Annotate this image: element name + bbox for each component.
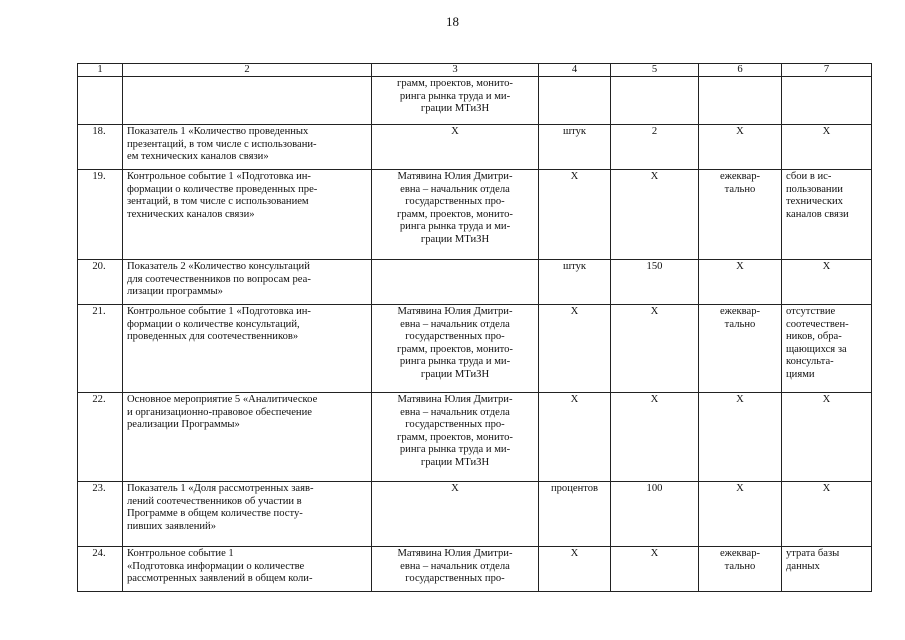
responsible-line: евна – начальник отдела xyxy=(400,560,510,572)
header-cell-col-3: 3 xyxy=(372,64,539,77)
responsible-line: Матявина Юлия Дмитри- xyxy=(397,306,513,317)
item-name-line: формации о количестве проведенных пре- xyxy=(127,183,318,195)
risk-line: X xyxy=(822,126,831,137)
risk-line: технических xyxy=(786,196,843,208)
value-cell: 2 xyxy=(611,125,699,170)
period-line: тально xyxy=(724,560,756,572)
row-number-cell: 19. xyxy=(78,170,123,260)
item-name-line: зентаций, в том числе с использованием xyxy=(127,196,309,208)
table-row xyxy=(78,482,872,547)
risk-line: каналов связи xyxy=(786,208,849,220)
risk-line: щающихся за xyxy=(786,343,847,355)
item-name-line: лизации программы» xyxy=(127,286,223,298)
period-line: X xyxy=(736,483,744,494)
period-line: тально xyxy=(724,318,756,330)
item-name-cell xyxy=(123,260,372,305)
responsible-line: Матявина Юлия Дмитри- xyxy=(397,548,513,559)
risk-line: X xyxy=(822,394,831,405)
risk-cell xyxy=(782,260,872,305)
row-number-cell: 21. xyxy=(78,305,123,393)
risk-cell xyxy=(782,170,872,260)
responsible-cell xyxy=(372,260,539,305)
row-number-cell: 22. xyxy=(78,393,123,482)
responsible-cell xyxy=(372,547,539,592)
table-row xyxy=(78,260,872,305)
risk-line: данных xyxy=(786,560,820,572)
row-number-cell xyxy=(78,77,123,125)
table-row xyxy=(78,77,872,125)
responsible-cell xyxy=(372,170,539,260)
responsible-line: грации МТиЗН xyxy=(420,233,490,245)
risk-cell xyxy=(782,77,872,125)
item-name-cell xyxy=(123,482,372,547)
header-cell-col-5: 5 xyxy=(611,64,699,77)
period-cell xyxy=(699,547,782,592)
period-line: тально xyxy=(724,183,756,195)
responsible-line: евна – начальник отдела xyxy=(400,318,510,330)
item-name-cell xyxy=(123,77,372,125)
responsible-line: X xyxy=(451,483,459,494)
risk-cell xyxy=(782,547,872,592)
period-line: X xyxy=(736,126,744,137)
table-row xyxy=(78,547,872,592)
responsible-line: государственных про- xyxy=(405,331,505,343)
responsible-line: грации МТиЗН xyxy=(420,368,490,380)
plan-table xyxy=(77,63,872,592)
value-cell: X xyxy=(611,170,699,260)
header-cell-col-4: 4 xyxy=(539,64,611,77)
risk-line: ников, обра- xyxy=(786,331,842,343)
table-body xyxy=(78,64,872,592)
responsible-line: государственных про- xyxy=(405,573,505,585)
risk-cell xyxy=(782,305,872,393)
period-line: ежеквар- xyxy=(719,306,761,317)
unit-cell: X xyxy=(539,393,611,482)
unit-cell: X xyxy=(539,305,611,393)
risk-line: пользовании xyxy=(786,183,843,195)
item-name-line: Показатель 1 «Количество проведенных xyxy=(127,126,309,137)
item-name-line: Контрольное событие 1 «Подготовка ин- xyxy=(127,171,311,182)
responsible-line: государственных про- xyxy=(405,196,505,208)
responsible-cell xyxy=(372,77,539,125)
risk-line: X xyxy=(822,483,831,494)
item-name-line: Контрольное событие 1 «Подготовка ин- xyxy=(127,306,311,317)
value-cell: X xyxy=(611,547,699,592)
period-line: ежеквар- xyxy=(719,171,761,182)
item-name-line: формации о количестве консультаций, xyxy=(127,318,300,330)
header-row xyxy=(78,64,872,77)
item-name-line: Основное мероприятие 5 «Аналитическое xyxy=(127,394,318,405)
item-name-line: проведенных для соотечественников» xyxy=(127,331,299,343)
item-name-line: лений соотечественников об участии в xyxy=(127,495,302,507)
responsible-line: грамм, проектов, монито- xyxy=(397,343,513,355)
period-line: X xyxy=(736,261,744,272)
period-cell xyxy=(699,393,782,482)
responsible-line: ринга рынка труда и ми- xyxy=(399,90,511,102)
risk-cell xyxy=(782,482,872,547)
period-cell xyxy=(699,260,782,305)
responsible-line: Матявина Юлия Дмитри- xyxy=(397,394,513,405)
table-row xyxy=(78,393,872,482)
value-cell: X xyxy=(611,305,699,393)
responsible-line: ринга рынка труда и ми- xyxy=(399,221,511,233)
responsible-line: ринга рынка труда и ми- xyxy=(399,444,511,456)
unit-cell: штук xyxy=(539,260,611,305)
unit-cell: штук xyxy=(539,125,611,170)
risk-line: утрата базы xyxy=(786,548,840,559)
item-name-line: Контрольное событие 1 xyxy=(127,548,234,559)
period-cell xyxy=(699,482,782,547)
responsible-line: грации МТиЗН xyxy=(420,456,490,468)
responsible-line: грамм, проектов, монито- xyxy=(397,78,513,89)
header-cell-col-7: 7 xyxy=(782,64,872,77)
item-name-line: реализации Программы» xyxy=(127,419,240,431)
unit-cell: процентов xyxy=(539,482,611,547)
item-name-line: презентаций, в том числе с использовани- xyxy=(127,138,317,150)
unit-cell: X xyxy=(539,170,611,260)
row-number-cell: 18. xyxy=(78,125,123,170)
responsible-cell xyxy=(372,393,539,482)
item-name-line: и организационно-правовое обеспечение xyxy=(127,406,312,418)
item-name-cell xyxy=(123,170,372,260)
item-name-line: технических каналов связи» xyxy=(127,208,255,220)
responsible-line: евна – начальник отдела xyxy=(400,406,510,418)
item-name-cell xyxy=(123,125,372,170)
unit-cell: X xyxy=(539,547,611,592)
item-name-line: ем технических каналов связи» xyxy=(127,151,269,163)
responsible-cell xyxy=(372,125,539,170)
item-name-line: Показатель 2 «Количество консультаций xyxy=(127,261,310,272)
value-cell: X xyxy=(611,393,699,482)
header-cell-col-1: 1 xyxy=(78,64,123,77)
header-cell-col-2: 2 xyxy=(123,64,372,77)
item-name-line: Показатель 1 «Доля рассмотренных заяв- xyxy=(127,483,314,494)
row-number-cell: 23. xyxy=(78,482,123,547)
responsible-line: грации МТиЗН xyxy=(420,103,490,115)
risk-line: циями xyxy=(786,368,815,380)
period-cell xyxy=(699,77,782,125)
value-cell: 100 xyxy=(611,482,699,547)
value-cell xyxy=(611,77,699,125)
responsible-line: государственных про- xyxy=(405,419,505,431)
item-name-line: «Подготовка информации о количестве xyxy=(127,560,305,572)
risk-line: консульта- xyxy=(786,356,834,368)
responsible-line: Матявина Юлия Дмитри- xyxy=(397,171,513,182)
unit-cell xyxy=(539,77,611,125)
risk-line: сбои в ис- xyxy=(786,171,832,182)
value-cell: 150 xyxy=(611,260,699,305)
table-row xyxy=(78,305,872,393)
page-number: 18 xyxy=(446,14,459,29)
item-name-line: пивших заявлений» xyxy=(127,520,217,532)
period-cell xyxy=(699,125,782,170)
risk-cell xyxy=(782,125,872,170)
item-name-cell xyxy=(123,305,372,393)
header-cell-col-6: 6 xyxy=(699,64,782,77)
responsible-line: X xyxy=(451,126,459,137)
period-cell xyxy=(699,305,782,393)
period-line: X xyxy=(736,394,744,405)
row-number-cell: 20. xyxy=(78,260,123,305)
responsible-cell xyxy=(372,305,539,393)
item-name-cell xyxy=(123,547,372,592)
item-name-line: рассмотренных заявлений в общем коли- xyxy=(127,573,313,585)
risk-line: X xyxy=(822,261,831,272)
responsible-cell xyxy=(372,482,539,547)
responsible-line: грамм, проектов, монито- xyxy=(397,208,513,220)
row-number-cell: 24. xyxy=(78,547,123,592)
responsible-line: ринга рынка труда и ми- xyxy=(399,356,511,368)
responsible-line: грамм, проектов, монито- xyxy=(397,431,513,443)
risk-cell xyxy=(782,393,872,482)
period-cell xyxy=(699,170,782,260)
risk-line: отсутствие xyxy=(786,306,836,317)
item-name-cell xyxy=(123,393,372,482)
responsible-line: евна – начальник отдела xyxy=(400,183,510,195)
table-row xyxy=(78,125,872,170)
item-name-line: Программе в общем количестве посту- xyxy=(127,508,303,520)
item-name-line: для соотечественников по вопросам реа- xyxy=(127,273,311,285)
period-line: ежеквар- xyxy=(719,548,761,559)
risk-line: соотечествен- xyxy=(786,318,849,330)
table-row xyxy=(78,170,872,260)
